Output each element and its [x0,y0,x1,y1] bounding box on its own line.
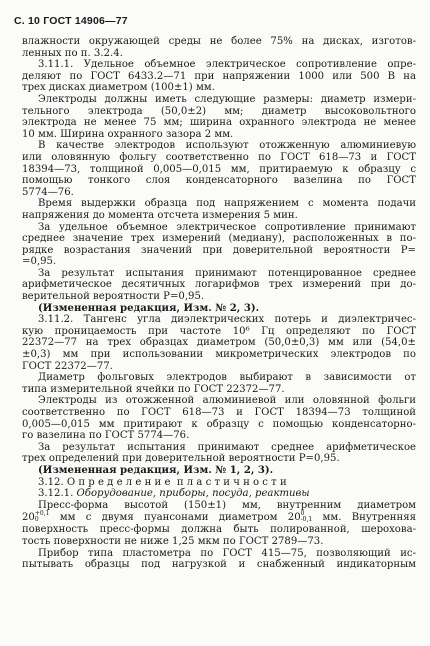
text-line: го вазелина по ГОСТ 5774—76. [22,430,190,442]
text-line: Диаметр фольговых электродов выбирают в зависимости от [38,372,416,384]
text-line: поверхность пресс-формы должна быть полированной, шерохова- [22,524,416,536]
text-line: 5774—76. [22,186,74,198]
text-line: За результат испытания принимают среднее арифметическое [38,441,416,453]
text-line: влажности окружающей среды не более 75% на дисках, изготов- [22,36,416,47]
text-line: напряжения до момента отсчета измерения 5 мин. [22,209,298,221]
text-line: тельного электрода (50,0±2) мм; диаметр высоковольтного [22,105,416,117]
text-line: трех определений при доверительной вероятности P=0,95. [22,453,340,465]
text-line: арифметическое десятичных логарифмов трех измерений при до- [22,279,416,291]
body-text [22,36,416,571]
text-line: ленных по п. 3.2.4. [22,47,123,59]
tolerance-mark: +0,1 0 [34,510,50,524]
text-line: или оловянную фольгу соответственно по ГОСТ 618—73 и ГОСТ [22,151,416,163]
text-line: 3.11.2. Тангенс угла диэлектрических потерь и диэлектричес- [38,314,416,326]
text-line: Время выдержки образца под напряжением с момента подачи [38,198,416,210]
text-line: 20 +0,1 0 мм с двумя пуансонами диаметром 20 0 -0,1 мм. Внутренняя [22,510,416,524]
text-line: деляют по ГОСТ 6433.2—71 при напряжении 1000 или 500 В на [22,70,416,82]
text-line: ГОСТ 22372—77. [22,360,113,372]
text-line: 3.12.1. Оборудование, приборы, посуда, реактивы [38,488,310,500]
text-line: трех дисках диаметром (100±1) мм. [22,82,215,94]
text-line: За удельное объемное электрическое сопротивление принимают [38,221,416,233]
text-line: 0,005—0,015 мм притирают к образцу с помощью конденсаторно- [22,418,416,430]
text-line: ±0,3) мм при использовании микрометрических электродов по [22,349,416,361]
text-line: =0,95. [22,256,57,268]
text-line: 3.12. О п р е д е л е н и е п л а с т и ч н о с т и [38,476,287,488]
text-line: В качестве электродов используют отожженную алюминиевую [38,140,416,152]
text-line: соответственно по ГОСТ 618—73 и ГОСТ 18394—73 толщиной [22,407,416,418]
text-line: Пресс-форма высотой (150±1) мм, внутренним диаметром [38,499,416,511]
text-line: (Измененная редакция, Изм. № 2, 3). [38,302,260,314]
text-line: пытывать образцы под нагрузкой и снабженный индикаторным [22,559,416,571]
text-line: За результат испытания принимают потенцированное среднее [38,267,416,279]
text-line: 10 мм. Ширина охранного зазора 2 мм. [22,128,234,140]
text-line: (Измененная редакция, Изм. № 1, 2, 3). [38,464,274,476]
page-header: С. 10 ГОСТ 14906—77 [14,15,128,27]
text-line: 22372—77 на трех образцах диаметром (50,0±0,3) мм или (54,0± [22,337,416,349]
text-line: помощью тонкого слоя конденсаторного вазелина по ГОСТ [22,175,416,187]
text-line: тость поверхности не ниже 1,25 мкм по ГОСТ 2789—73. [22,535,324,547]
text-line: среднее значение трех измерений (медиану), расположенных в по- [22,233,416,245]
text-line: рядке возрастания значений при доверительной вероятности P= [22,244,416,256]
text-line: 18394—73, толщиной 0,005—0,015 мм, притираемую к образцу с [22,163,416,175]
text-line: электрода не менее 75 мм; ширина охранного электрода не менее [22,117,416,129]
text-line: Электроды из отожженной алюминиевой или оловянной фольги [38,395,416,407]
text-line: типа измерительной ячейки по ГОСТ 22372—77. [22,383,285,395]
text-line: 3.11.1. Удельное объемное электрическое сопротивление опре- [38,59,416,71]
tolerance-mark: 0 -0,1 [300,510,313,524]
text-line: Электроды должны иметь следующие размеры: диаметр измери- [38,93,416,105]
text-line: кую проницаемость при частоте 10⁶ Гц определяют по ГОСТ [22,325,416,337]
text-line: верительной вероятности P=0,95. [22,291,205,303]
text-line: Прибор типа пластометра по ГОСТ 415—75, позволяющий ис- [38,547,416,559]
